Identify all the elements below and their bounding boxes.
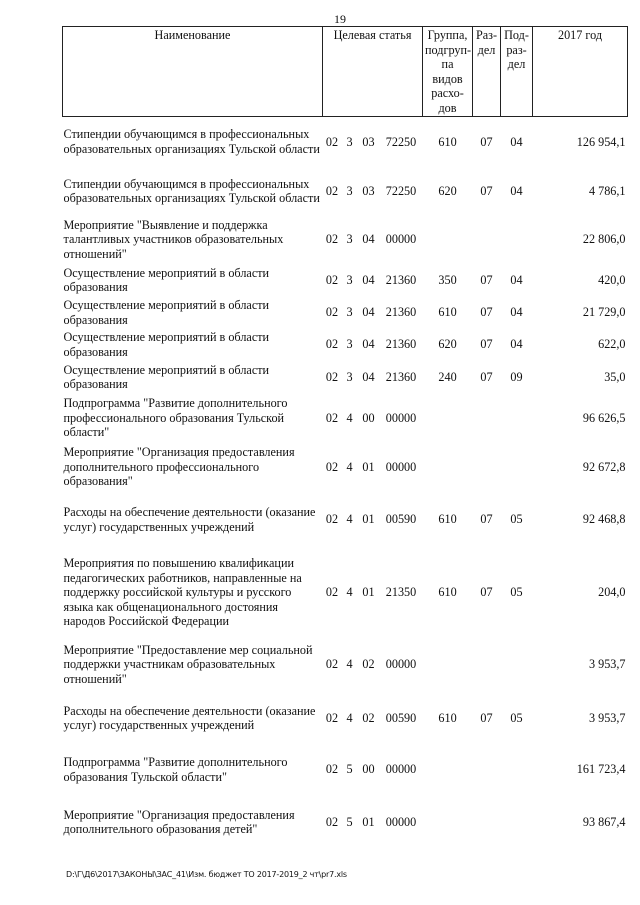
row-activity-code: 03: [362, 134, 375, 149]
row-amount: 92 672,8: [582, 459, 626, 474]
row-program-code: 02: [325, 183, 339, 198]
page-number: 19: [334, 12, 346, 26]
row-subsection: 04: [510, 134, 523, 149]
row-name: Осуществление мероприятий в области образования: [63, 298, 270, 327]
row-direction-code: 21360: [385, 369, 417, 384]
row-direction-code: 72250: [385, 134, 417, 149]
row-subsection: 04: [510, 272, 523, 287]
row-group: 620: [438, 183, 457, 198]
row-subsection: [501, 795, 533, 850]
table-row: [63, 692, 628, 745]
row-subprogram-code: 4: [346, 710, 353, 725]
table-row: [63, 297, 628, 329]
row-group: 620: [438, 337, 457, 352]
row-subsection: [501, 745, 533, 795]
header-name: Наименование: [63, 27, 323, 117]
row-name: Мероприятия по повышению квалификации педагогических работников, направленные на поддержку российской культуры и русского языка как общенационального достояния народов Российской Федерации: [63, 556, 302, 629]
row-group: 610: [438, 305, 457, 320]
table-row: [63, 167, 628, 216]
file-path-footer: D:\Г\Д6\2017\ЗАКОНЫ\ЗАС_41\Изм. бюджет ТО 2017-2019_2 чт\pr7.xls: [66, 870, 347, 879]
row-section: 07: [480, 134, 493, 149]
row-activity-code: 04: [362, 337, 375, 352]
row-activity-code: 03: [362, 183, 375, 198]
row-subprogram-code: 5: [346, 762, 353, 777]
row-program-code: 02: [325, 657, 339, 672]
row-subsection: [501, 443, 533, 492]
row-section: [473, 795, 501, 850]
row-name: Мероприятие "Предоставление мер социальной поддержки участникам образовательных отношений": [63, 642, 313, 686]
row-section: [473, 443, 501, 492]
row-group: [423, 443, 473, 492]
row-direction-code: 72250: [385, 183, 417, 198]
row-direction-code: 21360: [385, 337, 417, 352]
row-name: Подпрограмма "Развитие дополнительного образования Тульской области": [63, 755, 288, 784]
row-activity-code: 04: [362, 232, 375, 247]
row-activity-code: 01: [362, 585, 375, 600]
table-row: [63, 329, 628, 361]
row-group: 610: [438, 134, 457, 149]
row-program-code: 02: [325, 232, 339, 247]
table-row: [63, 745, 628, 795]
row-subsection: 09: [510, 369, 523, 384]
row-amount: 93 867,4: [582, 814, 626, 829]
table-row: [63, 216, 628, 264]
row-direction-code: 21350: [385, 585, 417, 600]
row-amount: 21 729,0: [582, 305, 626, 320]
row-name: Осуществление мероприятий в области образования: [63, 330, 270, 359]
table-row: [63, 117, 628, 167]
row-name: Мероприятие "Организация предоставления дополнительного профессионального образования": [63, 445, 295, 489]
row-subsection: 04: [510, 337, 523, 352]
row-group: [423, 216, 473, 264]
row-section: 07: [480, 272, 493, 287]
row-amount: 3 953,7: [588, 710, 626, 725]
table-row: [63, 361, 628, 394]
row-section: 07: [480, 337, 493, 352]
row-group: [423, 394, 473, 443]
row-program-code: 02: [325, 762, 339, 777]
row-name: Расходы на обеспечение деятельности (оказание услуг) государственных учреждений: [63, 505, 316, 534]
table-row: [63, 638, 628, 692]
table-row: [63, 443, 628, 492]
row-subprogram-code: 3: [346, 134, 353, 149]
row-subprogram-code: 3: [346, 305, 353, 320]
table-row: [63, 492, 628, 548]
row-group: 610: [438, 710, 457, 725]
row-program-code: 02: [325, 272, 339, 287]
row-subsection: [501, 394, 533, 443]
table-header-row: [63, 27, 628, 117]
row-amount: 161 723,4: [576, 762, 626, 777]
row-activity-code: 04: [362, 272, 375, 287]
row-direction-code: 00000: [385, 410, 417, 425]
row-name: Мероприятие "Организация предоставления дополнительного образования детей": [63, 807, 295, 836]
row-subsection: [501, 216, 533, 264]
row-subsection: 04: [510, 183, 523, 198]
row-subsection: 05: [510, 585, 523, 600]
row-direction-code: 00000: [385, 814, 417, 829]
row-activity-code: 02: [362, 657, 375, 672]
table-body: [63, 117, 628, 850]
row-subprogram-code: 3: [346, 183, 353, 198]
row-section: [473, 216, 501, 264]
row-section: [473, 638, 501, 692]
row-subprogram-code: 3: [346, 232, 353, 247]
table-row: [63, 264, 628, 297]
row-subprogram-code: 4: [346, 585, 353, 600]
row-activity-code: 04: [362, 369, 375, 384]
row-subsection: [501, 638, 533, 692]
table-row: [63, 795, 628, 850]
row-direction-code: 00000: [385, 459, 417, 474]
row-group: [423, 795, 473, 850]
row-program-code: 02: [325, 369, 339, 384]
row-direction-code: 00000: [385, 657, 417, 672]
header-section: Раз-дел: [473, 27, 501, 117]
row-subprogram-code: 4: [346, 657, 353, 672]
row-activity-code: 00: [362, 762, 375, 777]
header-group: Группа, подгруп-па видов расхо-дов: [423, 27, 473, 117]
row-activity-code: 02: [362, 710, 375, 725]
row-direction-code: 00000: [385, 762, 417, 777]
row-amount: 622,0: [598, 337, 626, 352]
row-name: Осуществление мероприятий в области образования: [63, 265, 270, 294]
row-activity-code: 04: [362, 305, 375, 320]
row-section: 07: [480, 369, 493, 384]
row-name: Подпрограмма "Развитие дополнительного профессионального образования Тульской области": [63, 396, 288, 440]
budget-table: [62, 26, 628, 850]
row-group: 240: [438, 369, 457, 384]
row-program-code: 02: [325, 512, 339, 527]
row-name: Расходы на обеспечение деятельности (оказание услуг) государственных учреждений: [63, 703, 316, 732]
row-direction-code: 21360: [385, 305, 417, 320]
row-program-code: 02: [325, 814, 339, 829]
row-program-code: 02: [325, 305, 339, 320]
row-activity-code: 01: [362, 814, 375, 829]
row-amount: 126 954,1: [576, 134, 626, 149]
table-row: [63, 548, 628, 638]
row-section: 07: [480, 183, 493, 198]
row-name: Стипендии обучающимся в профессиональных образовательных организациях Тульской области: [63, 176, 320, 205]
row-subprogram-code: 3: [346, 337, 353, 352]
row-section: 07: [480, 585, 493, 600]
row-section: 07: [480, 305, 493, 320]
row-group: 610: [438, 512, 457, 527]
row-name: Стипендии обучающимся в профессиональных образовательных организациях Тульской области: [63, 127, 320, 156]
row-program-code: 02: [325, 710, 339, 725]
row-section: 07: [480, 512, 493, 527]
row-group: 610: [438, 585, 457, 600]
row-group: [423, 745, 473, 795]
row-subprogram-code: 3: [346, 369, 353, 384]
row-amount: 204,0: [598, 585, 626, 600]
row-subsection: 05: [510, 512, 523, 527]
row-amount: 96 626,5: [582, 410, 626, 425]
row-direction-code: 00590: [385, 512, 417, 527]
row-program-code: 02: [325, 585, 339, 600]
row-subprogram-code: 4: [346, 512, 353, 527]
row-direction-code: 00000: [385, 232, 417, 247]
row-amount: 92 468,8: [582, 512, 626, 527]
header-subsection: Под-раз-дел: [501, 27, 533, 117]
row-subprogram-code: 4: [346, 459, 353, 474]
row-activity-code: 00: [362, 410, 375, 425]
row-program-code: 02: [325, 337, 339, 352]
row-group: [423, 638, 473, 692]
row-amount: 3 953,7: [588, 657, 626, 672]
row-activity-code: 01: [362, 512, 375, 527]
row-section: [473, 745, 501, 795]
row-subsection: 04: [510, 305, 523, 320]
row-program-code: 02: [325, 134, 339, 149]
row-direction-code: 21360: [385, 272, 417, 287]
row-section: [473, 394, 501, 443]
header-target-article: Целевая статья: [323, 27, 423, 117]
table-row: [63, 394, 628, 443]
row-amount: 22 806,0: [582, 232, 626, 247]
row-name: Осуществление мероприятий в области образования: [63, 362, 270, 391]
row-program-code: 02: [325, 410, 339, 425]
row-subprogram-code: 4: [346, 410, 353, 425]
row-section: 07: [480, 710, 493, 725]
header-year: 2017 год: [533, 27, 628, 117]
row-subsection: 05: [510, 710, 523, 725]
row-subprogram-code: 3: [346, 272, 353, 287]
row-activity-code: 01: [362, 459, 375, 474]
row-program-code: 02: [325, 459, 339, 474]
row-group: 350: [438, 272, 457, 287]
row-amount: 35,0: [604, 369, 626, 384]
row-subprogram-code: 5: [346, 814, 353, 829]
row-name: Мероприятие "Выявление и поддержка талантливых участников образовательных отношений": [63, 217, 284, 261]
row-amount: 4 786,1: [588, 183, 626, 198]
row-amount: 420,0: [598, 272, 626, 287]
row-direction-code: 00590: [385, 710, 417, 725]
